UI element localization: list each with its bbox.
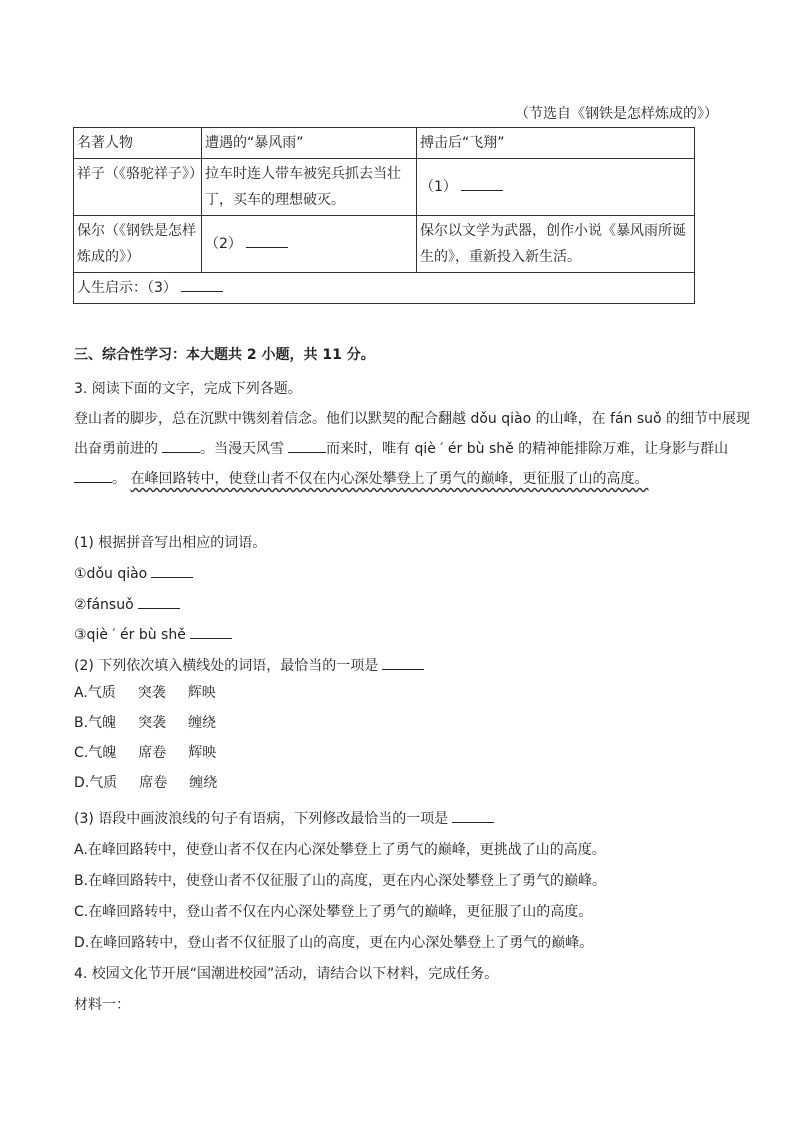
answer-blank[interactable] — [181, 277, 223, 292]
pinyin-text: ②fánsuǒ — [74, 597, 134, 613]
option-word: 突袭 — [137, 685, 166, 701]
choice-option[interactable] — [74, 712, 216, 732]
sub-question-1-title: (1) 根据拼音写出相应的词语。 — [74, 535, 267, 551]
table-cell-flight: 保尔以文学为武器，创作小说《暴风雨所诞生的》，重新投入新生活。 — [417, 216, 695, 273]
option-word: 辉映 — [188, 745, 217, 761]
question-3-title: 3. 阅读下面的文字，完成下列各题。 — [74, 381, 302, 397]
pinyin-item — [74, 563, 193, 582]
table-cell-person: 祥子（《骆驼祥子》） — [74, 159, 202, 216]
table-footer-row — [74, 273, 695, 304]
table-header-row — [74, 128, 695, 159]
answer-blank[interactable] — [246, 233, 288, 248]
literature-table — [73, 127, 695, 304]
option-word: 缠绕 — [188, 715, 217, 731]
pinyin-item — [74, 624, 232, 643]
pinyin-text: ③qiè ′ ér bù shě — [74, 627, 186, 643]
choice-option[interactable] — [74, 742, 216, 762]
passage-blank[interactable] — [288, 438, 326, 453]
answer-blank[interactable] — [461, 176, 503, 191]
choice-option[interactable] — [74, 772, 217, 792]
blank-label: 人生启示：（3） — [77, 280, 177, 296]
choice-option[interactable] — [74, 682, 216, 702]
table-footer — [74, 273, 695, 304]
sub-question-2-title — [74, 655, 424, 675]
option-word: D.气质 — [74, 775, 118, 791]
answer-blank[interactable] — [190, 624, 232, 639]
answer-blank[interactable] — [151, 563, 193, 578]
option-word: B.气魄 — [74, 715, 117, 731]
table-row — [74, 216, 695, 273]
choice-option[interactable]: D.在峰回路转中，登山者不仅征服了山的高度，更在内心深处攀登上了勇气的巅峰。 — [74, 935, 594, 951]
source-note: （节选自《钢铁是怎样炼成的》） — [515, 106, 718, 122]
blank-label: （1） — [420, 179, 457, 195]
table-cell-flight — [417, 159, 695, 216]
table-cell-storm — [202, 216, 417, 273]
passage-line — [74, 438, 728, 458]
answer-blank[interactable] — [138, 594, 180, 609]
question-4-title: 4. 校园文化节开展“国潮进校园”活动，请结合以下材料，完成任务。 — [74, 966, 499, 982]
passage-text: 。当漫天风雪 — [200, 441, 284, 457]
answer-blank[interactable] — [452, 808, 494, 823]
option-word: 缠绕 — [189, 775, 218, 791]
section-heading: 三、综合性学习：本大题共 2 小题，共 11 分。 — [74, 347, 375, 363]
table-cell-storm: 拉车时连人带车被宪兵抓去当壮丁，买车的理想破灭。 — [202, 159, 417, 216]
passage-text: 。 — [112, 471, 126, 487]
choice-option[interactable]: B.在峰回路转中，使登山者不仅征服了山的高度，更在内心深处攀登上了勇气的巅峰。 — [74, 873, 607, 889]
answer-blank[interactable] — [382, 655, 424, 670]
option-word: 辉映 — [187, 685, 216, 701]
table-row — [74, 159, 695, 216]
table-header: 遭遇的“暴风雨” — [202, 128, 417, 159]
choice-option[interactable]: C.在峰回路转中，登山者不仅在内心深处攀登上了勇气的巅峰，更征服了山的高度。 — [74, 904, 593, 920]
table-header: 名著人物 — [74, 128, 202, 159]
option-word: 席卷 — [138, 745, 167, 761]
option-word: C.气魄 — [74, 745, 117, 761]
blank-label: （2） — [205, 236, 242, 252]
wavy-underlined-sentence: 在峰回路转中，使登山者不仅在内心深处攀登上了勇气的巅峰，更征服了山的高度。 — [130, 471, 649, 487]
passage-blank[interactable] — [162, 438, 200, 453]
table-cell-person: 保尔（《钢铁是怎样炼成的》） — [74, 216, 202, 273]
passage-line: 登山者的脚步，总在沉默中镌刻着信念。他们以默契的配合翻越 dǒu qiào 的山峰，在 fán suǒ 的细节中展现 — [74, 411, 751, 427]
passage-text: 而来时，唯有 qiè ′ ér bù shě 的精神能排除万难，让身影与群山 — [326, 441, 729, 457]
pinyin-item — [74, 594, 180, 613]
option-word: A.气质 — [74, 685, 116, 701]
table-header: 搏击后“飞翔” — [417, 128, 695, 159]
question-text: (3) 语段中画波浪线的句子有语病，下列修改最恰当的一项是 — [74, 811, 449, 827]
sub-question-3-title — [74, 808, 494, 828]
passage-line — [74, 468, 648, 488]
option-word: 突袭 — [138, 715, 167, 731]
passage-blank[interactable] — [74, 468, 112, 483]
passage-text: 出奋勇前进的 — [74, 441, 158, 457]
material-label: 材料一： — [74, 997, 130, 1013]
option-word: 席卷 — [139, 775, 168, 791]
question-text: (2) 下列依次填入横线处的词语，最恰当的一项是 — [74, 658, 379, 674]
pinyin-text: ①dǒu qiào — [74, 566, 148, 582]
choice-option[interactable]: A.在峰回路转中，使登山者不仅在内心深处攀登上了勇气的巅峰，更挑战了山的高度。 — [74, 842, 606, 858]
